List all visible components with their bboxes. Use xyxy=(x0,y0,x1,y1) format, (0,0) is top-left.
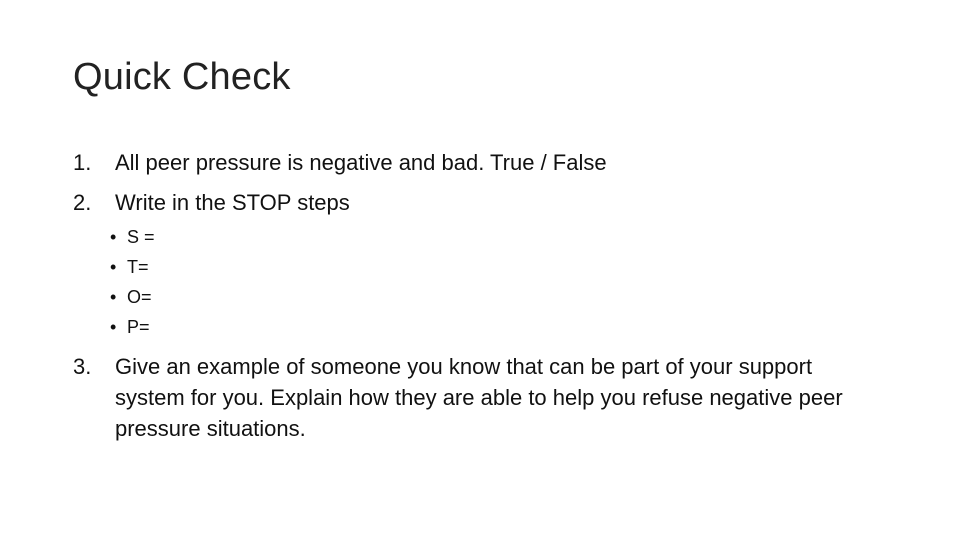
bullet-icon: • xyxy=(110,227,117,247)
slide-title: Quick Check xyxy=(73,56,291,98)
bullet-icon: • xyxy=(110,257,117,277)
question-text: All peer pressure is negative and bad. True / False xyxy=(115,150,607,175)
question-text: Give an example of someone you know that can be part of your support system for you. Explain how they are able to help you refuse negative peer pressure situations. xyxy=(115,354,843,441)
question-text: Write in the STOP steps xyxy=(115,190,350,215)
question-number: 1. xyxy=(73,150,92,175)
stop-step-label: S = xyxy=(127,227,155,247)
bullet-icon: • xyxy=(110,317,117,337)
stop-step-label: T= xyxy=(127,257,149,277)
question-number: 2. xyxy=(73,190,92,215)
stop-step-label: P= xyxy=(127,317,150,337)
bullet-icon: • xyxy=(110,287,117,307)
stop-step-label: O= xyxy=(127,287,152,307)
question-number: 3. xyxy=(73,354,92,379)
